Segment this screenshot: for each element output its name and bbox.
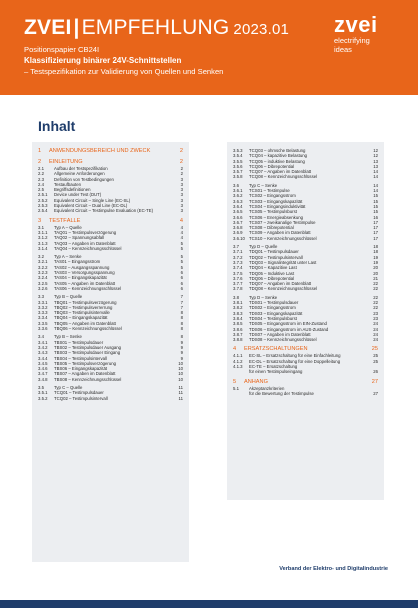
toc-entry[interactable] (38, 286, 183, 291)
toc-entry-page: 6 (180, 285, 183, 291)
toc-entry-page: 21 (373, 275, 378, 281)
footer-organization: Verband der Elektro- und Digitalindustrie (279, 566, 388, 572)
toc-entry-title: TCQ04 – kapazitive Belastung (249, 153, 308, 159)
toc-entry[interactable] (233, 236, 378, 241)
toc-entry-title: TBS02 – Testimpulsdauer Ausgang (54, 344, 122, 350)
toc-entry-number: 3.7.4 (233, 265, 243, 271)
toc-entry-page: 5 (180, 240, 183, 246)
zvei-logo (334, 14, 378, 54)
toc-entry-page: 10 (178, 376, 183, 382)
toc-entry-page: 22 (373, 305, 378, 311)
toc-entry-page: 8 (180, 320, 183, 326)
document-title (24, 16, 289, 42)
toc-entry-page: 26 (373, 369, 378, 375)
toc-entry-title: TDS04 – Testimpulsburst (249, 315, 297, 321)
toc-entry-page: 7 (180, 299, 183, 305)
toc-entry-number: 3.7 (233, 244, 239, 250)
toc-entry-number: 3.8.4 (233, 315, 243, 321)
toc-entry[interactable] (233, 174, 378, 179)
toc-chapter-entry[interactable] (233, 379, 378, 386)
toc-entry-title: TBQ05 – Angaben im Datenblatt (54, 320, 116, 326)
toc-entry-page: 14 (373, 182, 378, 188)
toc-chapter-entry[interactable] (38, 218, 183, 225)
toc-entry-title: ANHANG (244, 378, 268, 385)
toc-entry-page: 2 (179, 148, 183, 154)
toc-entry-number: 3.6.1 (233, 188, 243, 194)
toc-entry-number: 3.1.3 (38, 240, 48, 246)
toc-entry-page: 8 (180, 334, 183, 340)
toc-entry-number: 3.2.6 (38, 285, 48, 291)
toc-entry-page: 4 (180, 224, 183, 230)
toc-entry-number: 3.2.1 (38, 259, 48, 265)
toc-entry-page: 9 (180, 339, 183, 345)
toc-entry-title: Typ B – Senke (54, 334, 82, 340)
toc-entry-page: 5 (180, 254, 183, 260)
toc-entry-title: TBQ01 – Testimpulsverzögerung (54, 299, 117, 305)
toc-entry-title: Typ C – Senke (249, 182, 278, 188)
toc-entry-number: 3.7.7 (233, 281, 243, 287)
toc-entry-number: 3.5.1 (38, 390, 48, 396)
toc-entry-number: 3.4.7 (38, 371, 48, 377)
toc-entry-number: 3.6.8 (233, 225, 243, 231)
toc-entry-title: TDS05 – Eingangsstrom im EIN-Zustand (249, 321, 327, 327)
toc-entry-number: 3.4.5 (38, 360, 48, 366)
logo-tagline-1: electrifying (334, 36, 370, 45)
toc-entry-number: 2.5.4 (38, 208, 48, 214)
toc-entry-title: EC-DL – Ersatzschaltung für eine Doppelleitung (249, 358, 341, 364)
toc-entry-page: 15 (373, 209, 378, 215)
toc-entry-title: TDQ04 – Kapazitive Last (249, 265, 297, 271)
toc-entry-title: für einen Testimpulseingang (249, 369, 303, 375)
toc-entry-number: 3.8 (233, 294, 239, 300)
toc-entry-page: 4 (179, 217, 183, 224)
toc-entry-page: 13 (373, 163, 378, 169)
toc-entry-number: 3.6.6 (233, 214, 243, 220)
toc-entry-title: TAS01 – Eingangsstrom (54, 259, 101, 265)
toc-entry-title: TCS02 – Eingangsstrom (249, 193, 296, 199)
toc-entry-number: 2.5.3 (38, 203, 48, 209)
toc-entry-page: 2 (179, 159, 183, 165)
toc-chapter-entry[interactable] (233, 346, 378, 353)
toc-entry-number: 3.6.2 (233, 193, 243, 199)
toc-entry-number: 1 (38, 148, 42, 154)
toc-chapter-entry[interactable] (38, 159, 183, 166)
toc-entry-title: TCQ05 – induktive Belastung (249, 158, 305, 164)
toc-entry-number: 3.8.7 (233, 331, 243, 337)
toc-entry-page: 22 (373, 300, 378, 306)
toc-entry-number: 3.8.1 (233, 300, 243, 306)
toc-entry-title: TCQ01 – Testimpulsdauer (54, 390, 104, 396)
toc-entry-page: 7 (180, 294, 183, 300)
toc-entry-page: 11 (178, 390, 183, 396)
toc-entry-number: 3.6 (233, 182, 239, 188)
toc-entry-title: TCQ06 – Dibrepotential (249, 163, 295, 169)
toc-heading: Inhalt (38, 118, 76, 134)
toc-entry-title: TBS05 – Testimpulsverzögerung (54, 360, 117, 366)
toc-entry-title: für die Bewertung der Testimpulse (249, 390, 314, 396)
toc-entry-title: TBQ04 – Eingangskapazität (54, 315, 108, 321)
toc-entry-title: TAS02 – Ausgangsspannung (54, 264, 110, 270)
toc-entry-title: TBS08 – Kennzeichnungsschlüssel (54, 376, 122, 382)
toc-entry-page: 27 (373, 390, 378, 396)
toc-entry-number: 2 (38, 159, 42, 165)
toc-entry-page: 12 (373, 153, 378, 159)
toc-entry-title: TBS07 – Angaben im Datenblatt (54, 371, 116, 377)
toc-entry-page: 5 (180, 245, 183, 251)
toc-entry-title: TDS08 – Kennzeichnungsschlüssel (249, 337, 317, 343)
toc-entry-title: TCS01 – Testimpulse (249, 188, 290, 194)
toc-entry-page: 15 (373, 203, 378, 209)
toc-entry-title: TBQ02 – Testimpulsverrerrung (54, 304, 113, 310)
toc-entry-number: 2.1 (38, 166, 44, 171)
toc-entry-title: TDQ02 – Testimpulsintervall (249, 254, 303, 260)
toc-entry-number: 5 (233, 378, 237, 385)
toc-entry-number: 3.7.2 (233, 254, 243, 260)
toc-entry-page: 6 (180, 275, 183, 281)
toc-entry-page: 12 (373, 148, 378, 153)
toc-entry-page: 3 (180, 181, 183, 187)
toc-entry[interactable] (38, 246, 183, 251)
toc-entry-title: TAQ02 – Spannungsabfall (54, 235, 105, 241)
toc-entry-title: Testaufbauten (54, 181, 81, 187)
toc-chapter-entry[interactable] (38, 148, 183, 155)
toc-entry-page: 13 (373, 158, 378, 164)
toc-entry-title: TAS03 – Versorgungsspannung (54, 270, 115, 276)
toc-entry[interactable] (233, 391, 378, 396)
toc-entry-title: ERSATZSCHALTUNGEN (244, 346, 308, 353)
toc-entry-title: Typ A – Senke (54, 254, 82, 260)
toc-entry-title: TAQ03 – Angaben im Datenblatt (54, 240, 116, 246)
toc-entry-title: TDQ07 – Angaben im Datenblatt (249, 281, 312, 287)
toc-entry[interactable] (38, 377, 183, 382)
toc-entry-number: 3.2.3 (38, 270, 48, 276)
toc-entry-page: 15 (373, 193, 378, 199)
toc-entry-number: 3.8.6 (233, 326, 243, 332)
toc-entry-number: 3.6.9 (233, 230, 243, 236)
toc-entry-number: 4 (233, 346, 237, 353)
toc-entry-title: TCS05 – Testimpulsburst (249, 209, 297, 215)
toc-entry-title: TCS03 – Eingangskapazität (249, 198, 303, 204)
toc-entry-page: 10 (178, 366, 183, 372)
toc-entry-page: 3 (180, 197, 183, 203)
toc-entry-page: 14 (373, 169, 378, 175)
toc-entry-page: 3 (180, 208, 183, 214)
toc-entry-number: 3.4 (38, 334, 44, 340)
toc-entry-page: 18 (373, 244, 378, 250)
toc-entry-title: ANWENDUNGSBEREICH UND ZWECK (49, 148, 151, 154)
toc-entry-page: 22 (373, 294, 378, 300)
toc-entry-number: 3.3.2 (38, 304, 48, 310)
toc-entry-number: 3.8.8 (233, 337, 243, 343)
toc-entry-number: 4.1.3 (233, 363, 243, 369)
toc-entry-page: 8 (180, 315, 183, 321)
toc-entry-page: 3 (180, 187, 183, 193)
toc-entry-page: 24 (373, 321, 378, 327)
toc-entry-title: TESTFÄLLE (49, 217, 81, 224)
toc-entry-number: 3.3.6 (38, 326, 48, 332)
toc-entry-title: EC-TE – Ersatzschaltung (249, 363, 298, 369)
toc-entry-title: TCS06 – Energieabsenkung (249, 214, 303, 220)
toc-entry-page: 24 (373, 326, 378, 332)
toc-entry-title: TCS09 – Angaben im Datenblatt (249, 230, 311, 236)
toc-entry-title: TAQ01 – Testimpulsverzögerung (54, 229, 117, 235)
toc-entry-page: 9 (180, 344, 183, 350)
series-label: Positionspapier CB24I (24, 45, 100, 54)
toc-entry-page: 4 (180, 229, 183, 235)
toc-entry-number: 3.5.2 (38, 395, 48, 401)
toc-entry-page: 15 (373, 198, 378, 204)
toc-entry-page: 14 (373, 188, 378, 194)
toc-entry-page: 19 (373, 254, 378, 260)
toc-entry-page: 11 (178, 395, 183, 401)
toc-entry-page: 6 (180, 270, 183, 276)
toc-entry-page: 23 (373, 315, 378, 321)
toc-entry-title: Akzeptanzkriterien (249, 385, 285, 391)
toc-entry-title: TDS06 – Eingangsstrom im AUS-Zustand (249, 326, 329, 332)
toc-entry-page: 5 (180, 259, 183, 265)
toc-entry-title: TBS03 – Testimpulsdauer Eingang (54, 350, 121, 356)
toc-entry-title: TBQ03 – Testimpulsintervalle (54, 310, 110, 316)
toc-entry-number: 3.2 (38, 254, 44, 260)
toc-entry[interactable] (38, 396, 183, 401)
toc-entry-number: 3.6.10 (233, 235, 245, 241)
toc-entry-number: 3.5.6 (233, 163, 243, 169)
toc-entry-title: TCQ07 – Angaben im Datenblatt (249, 169, 312, 175)
toc-entry-title: TCQ08 – Kennzeichnungsschlüssel (249, 174, 318, 180)
paper-subtitle: – Testspezifikation zur Validierung von Quellen und Senken (24, 67, 224, 76)
toc-entry-title: Equivalent Circuit – Testimpulse Evaluation (EC-TE) (54, 208, 154, 214)
toc-entry-number: 3.6.4 (233, 203, 243, 209)
document-subtitle-block (24, 44, 223, 77)
toc-entry-title: TDQ08 – Kennzeichnungsschlüssel (249, 286, 318, 292)
toc-entry-number: 3.4.4 (38, 355, 48, 361)
toc-entry-number: 3.8.5 (233, 321, 243, 327)
toc-entry-number: 3.5.8 (233, 174, 243, 180)
toc-entry-title: Allgemeine Anforderungen (54, 171, 105, 177)
toc-entry-number: 3.4.8 (38, 376, 48, 382)
toc-entry-title: TBQ06 – Kennzeichnungsschlüssel (54, 326, 122, 332)
toc-entry-title: Typ D – Senke (249, 294, 278, 300)
toc-entry-title: TCQ02 – Testimpulsintervall (54, 395, 108, 401)
toc-entry-number: 3.5.5 (233, 158, 243, 164)
toc-entry-number: 3.2.5 (38, 280, 48, 286)
toc-entry[interactable] (233, 369, 378, 374)
toc-entry-title: TCQ03 – ohmsche Belastung (249, 148, 306, 153)
toc-entry-number: 3.4.6 (38, 366, 48, 372)
toc-entry-title: TDQ06 – Dibrepotential (249, 275, 295, 281)
toc-entry-number: 3.7.1 (233, 249, 243, 255)
toc-entry-number: 3.5 (38, 384, 44, 390)
toc-entry-page: 2 (180, 171, 183, 177)
toc-entry-number: 3.1.1 (38, 229, 48, 235)
toc-entry-number: 3.8.2 (233, 305, 243, 311)
toc-entry-page: 22 (373, 286, 378, 292)
toc-entry-page: 24 (373, 331, 378, 337)
toc-entry-title: EC-SL – Ersatzschaltung für eine Einfachleitung (249, 353, 341, 359)
toc-entry-title: Aufbau der Testspezifikation (54, 166, 108, 171)
toc-entry-title: TCS10 – Kennzeichnungsschlüssel (249, 235, 317, 241)
toc-entry-number: 3.3.4 (38, 315, 48, 321)
toc-entry[interactable] (38, 208, 183, 213)
toc-entry[interactable] (38, 326, 183, 331)
toc-entry-number: 3.5.4 (233, 153, 243, 159)
toc-entry-title: TCS07 – zweikanalige Testimpulse (249, 219, 316, 225)
toc-entry-page: 17 (373, 235, 378, 241)
toc-entry-number: 3.7.3 (233, 259, 243, 265)
toc-entry-title: TAS06 – Kennzeichnungsschlüssel (54, 285, 122, 291)
toc-entry-number: 3.5.7 (233, 169, 243, 175)
header-banner (0, 0, 418, 95)
toc-entry-title: TCS08 – Dibrepotential (249, 225, 294, 231)
toc-entry-title: Begriffsdefinitionen (54, 187, 91, 193)
toc-entry-number: 2.3 (38, 176, 44, 182)
toc-entry-number: 3.3.1 (38, 299, 48, 305)
toc-entry-number: 3.1.4 (38, 245, 48, 251)
toc-entry-page: 25 (371, 346, 378, 353)
toc-entry-page: 14 (373, 174, 378, 180)
toc-entry-number: 3.3.3 (38, 310, 48, 316)
toc-entry-page: 3 (180, 176, 183, 182)
toc-entry-title: TCS04 – Eingangsinduktivität (249, 203, 306, 209)
toc-entry-number: 3.2.2 (38, 264, 48, 270)
toc-entry-page: 20 (373, 270, 378, 276)
toc-entry-page: 17 (373, 230, 378, 236)
toc-entry-page: 27 (371, 378, 378, 385)
toc-entry-title: EINLEITUNG (49, 159, 83, 165)
toc-entry-title: Typ C – Quelle (54, 384, 83, 390)
toc-entry-number: 3.7.8 (233, 286, 243, 292)
toc-entry-number: 3.8.3 (233, 310, 243, 316)
toc-entry-number: 3.4.1 (38, 339, 48, 345)
toc-entry-title: Equivalent Circuit – Single Line (EC-SL) (54, 197, 131, 203)
toc-entry-title: Typ D – Quelle (249, 244, 278, 250)
toc-entry-page: 8 (180, 326, 183, 332)
title-separator: | (73, 16, 80, 39)
toc-entry-number: 3.4.2 (38, 344, 48, 350)
toc-entry-number: 3.4.3 (38, 350, 48, 356)
toc-entry-number: 4.1.2 (233, 358, 243, 364)
toc-entry-page: 10 (178, 360, 183, 366)
toc-entry-title: TDQ01 – Testimpulsdauer (249, 249, 299, 255)
toc-entry-page: 17 (373, 225, 378, 231)
toc-entry-page: 9 (180, 355, 183, 361)
toc-entry-page: 11 (178, 384, 183, 390)
toc-entry-title: TAS05 – Angaben im Datenblatt (54, 280, 116, 286)
toc-entry-page: 9 (180, 350, 183, 356)
toc-entry-title: TBS01 – Testimpulsdauer (54, 339, 104, 345)
toc-entry-page: 3 (180, 192, 183, 198)
toc-column-left (32, 142, 189, 562)
toc-entry-title: TAS04 – Eingangskapazität (54, 275, 107, 281)
toc-entry-number: 3.2.4 (38, 275, 48, 281)
toc-entry-title: Equivalent Circuit – Dual Line (EC-DL) (54, 203, 128, 209)
paper-title: Klassifizierung binärer 24V-Schnittstellen (24, 56, 182, 65)
toc-entry-number: 5.1 (233, 385, 239, 391)
toc-entry-number: 2.4 (38, 181, 44, 187)
toc-entry-page: 3 (180, 203, 183, 209)
toc-entry[interactable] (233, 337, 378, 342)
toc-entry-number: 2.5 (38, 187, 44, 193)
toc-entry-page: 6 (180, 280, 183, 286)
toc-entry-title: Definition von Testbedingungen (54, 176, 114, 182)
footer-bar (0, 600, 418, 608)
toc-entry-page: 25 (373, 353, 378, 359)
toc-entry-title: TDS07 – Angaben im Datenblatt (249, 331, 311, 337)
toc-entry-page: 2 (180, 166, 183, 171)
toc-entry-page: 5 (180, 264, 183, 270)
toc-entry-title: Typ A – Quelle (54, 224, 82, 230)
toc-entry-page: 20 (373, 265, 378, 271)
toc-entry-title: TDS03 – Eingangskapazität (249, 310, 303, 316)
toc-entry-number: 3.6.7 (233, 219, 243, 225)
brand-name: ZVEI (24, 16, 72, 39)
toc-entry-number: 2.5.1 (38, 192, 48, 198)
toc-entry-number: 3.5.3 (233, 148, 243, 153)
toc-entry-number: 3.7.6 (233, 275, 243, 281)
logo-word: zvei (334, 12, 378, 37)
toc-entry-number: 3.6.5 (233, 209, 243, 215)
toc-entry-title: TBS04 – Testimpulsintervall (54, 355, 107, 361)
toc-entry-number: 3.1.2 (38, 235, 48, 241)
document-year: 2023.01 (233, 21, 290, 38)
toc-entry-number: 3.3 (38, 294, 44, 300)
toc-entry-page: 10 (178, 371, 183, 377)
toc-column-right (227, 142, 384, 500)
toc-entry-title: TAQ04 – Kennzeichnungsschlüssel (54, 245, 122, 251)
document-type: EMPFEHLUNG (81, 16, 230, 39)
toc-entry-page: 17 (373, 219, 378, 225)
logo-tagline-2: ideas (334, 45, 352, 54)
toc-entry-page: 18 (373, 249, 378, 255)
toc-entry-number: 2.5.2 (38, 197, 48, 203)
toc-entry-title: TDS02 – Eingangsstrom (249, 305, 296, 311)
toc-entry-page: 24 (373, 337, 378, 343)
toc-entry[interactable] (233, 286, 378, 291)
toc-entry-number: 4.1.1 (233, 353, 243, 359)
toc-entry-page: 4 (180, 235, 183, 241)
toc-entry-title: TDQ05 – Induktive Last (249, 270, 295, 276)
toc-entry-number: 3.6.3 (233, 198, 243, 204)
toc-entry-number: 3.7.5 (233, 270, 243, 276)
toc-entry-number: 2.2 (38, 171, 44, 177)
toc-entry-page: 7 (180, 304, 183, 310)
toc-entry-number: 3 (38, 217, 42, 224)
toc-entry-number: 3.3.5 (38, 320, 48, 326)
toc-entry-page: 23 (373, 310, 378, 316)
toc-entry-page: 22 (373, 281, 378, 287)
toc-entry-page: 8 (180, 310, 183, 316)
toc-entry-title: Device under Test (DUT) (54, 192, 102, 198)
toc-entry-title: TDS01 – Testimpulsdauer (249, 300, 299, 306)
toc-entry-page: 19 (373, 259, 378, 265)
toc-entry-title: Typ B – Quelle (54, 294, 83, 300)
toc-entry-title: TDQ03 – Signalintegrität unter Last (249, 259, 317, 265)
toc-entry-page: 16 (373, 214, 378, 220)
toc-entry-title: TBS06 – Eingangskapazität (54, 366, 108, 372)
toc-entry-page: 25 (373, 358, 378, 364)
toc-entry-number: 3.1 (38, 224, 44, 230)
